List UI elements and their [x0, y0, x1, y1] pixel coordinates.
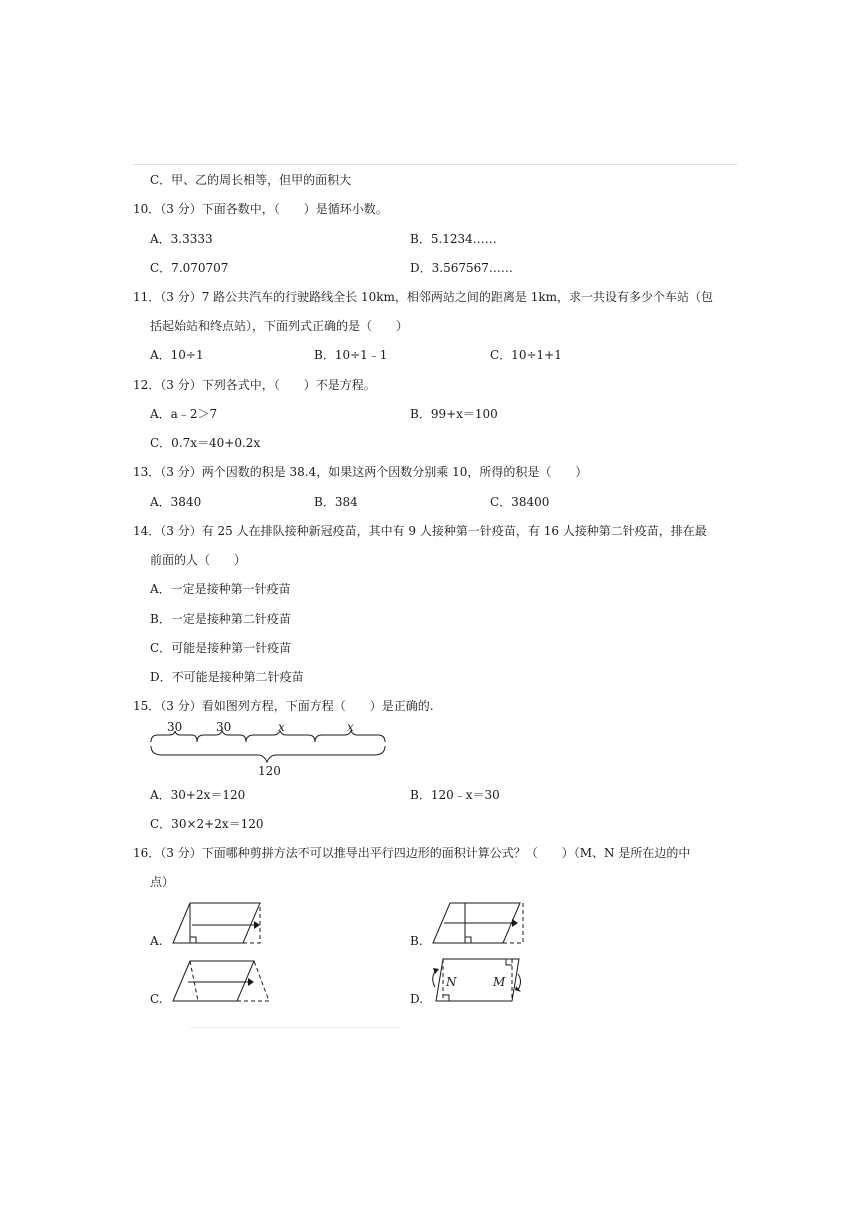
header-divider	[133, 164, 737, 165]
q16-label-b: B.	[410, 934, 423, 948]
q16-stem-line2: 点）	[150, 875, 175, 889]
q13-option-b: B．384	[314, 495, 358, 509]
q9-option-c: C．甲、乙的周长相等，但甲的面积大	[150, 173, 352, 187]
q10-option-b: B．5.1234……	[410, 232, 497, 246]
q16-figure-a	[170, 900, 270, 946]
q13-stem: 13．（3 分）两个因数的积是 38.4，如果这两个因数分别乘 10，所得的积是（ ）	[133, 465, 588, 479]
q10-option-d: D．3.567567……	[410, 261, 513, 275]
q10-option-a: A．3.3333	[150, 232, 213, 246]
q15-option-c: C．30×2+2x＝120	[150, 817, 264, 831]
footer-divider	[190, 1027, 400, 1028]
q11-option-a: A．10÷1	[150, 348, 204, 362]
q12-stem: 12．（3 分）下列各式中，（ ）不是方程。	[133, 378, 376, 392]
q11-option-b: B．10÷1﹣1	[314, 348, 388, 362]
q16-label-d: D.	[410, 992, 424, 1006]
q14-option-b: B．一定是接种第二针疫苗	[150, 612, 291, 626]
q16-figure-c	[170, 958, 275, 1004]
q16-figure-d	[426, 956, 526, 1004]
q16-point-m: M	[493, 975, 506, 989]
q16-label-a: A.	[150, 934, 163, 948]
q16-figure-b	[430, 900, 530, 946]
q15-option-b: B．120﹣x＝30	[410, 788, 500, 802]
q12-option-a: A．a﹣2＞7	[150, 407, 218, 421]
q13-option-a: A．3840	[150, 495, 202, 509]
q14-option-a: A．一定是接种第一针疫苗	[150, 582, 291, 596]
q11-stem-line1: 11．（3 分）7 路公共汽车的行驶路线全长 10km，相邻两站之间的距离是 1km，求一共设有多少个车站（包	[133, 290, 714, 304]
q16-point-n: N	[446, 975, 457, 989]
q11-option-c: C．10÷1+1	[490, 348, 562, 362]
q15-seg2-label: 30	[216, 720, 232, 734]
q14-option-d: D．不可能是接种第二针疫苗	[150, 670, 304, 684]
q12-option-c: C．0.7x＝40+0.2x	[150, 436, 261, 450]
q14-stem-line2: 前面的人（ ）	[150, 553, 247, 567]
q16-stem-line1: 16．（3 分）下面哪种剪拼方法不可以推导出平行四边形的面积计算公式？（ ）（M、N 是所在边的中	[133, 846, 691, 860]
q12-option-b: B．99+x＝100	[410, 407, 498, 421]
q13-option-c: C．38400	[490, 495, 550, 509]
q15-seg4-label: x	[347, 720, 354, 734]
q11-stem-line2: 括起始站和终点站），下面列式正确的是（ ）	[150, 319, 409, 333]
q15-stem: 15．（3 分）看如图列方程，下面方程（ ）是正确的.	[133, 699, 434, 713]
q14-stem-line1: 14．（3 分）有 25 人在排队接种新冠疫苗，其中有 9 人接种第一针疫苗，有 16 人接种第二针疫苗，排在最	[133, 524, 707, 538]
q15-seg3-label: x	[278, 720, 285, 734]
q10-option-c: C．7.070707	[150, 261, 229, 275]
q15-total-label: 120	[258, 764, 281, 778]
q10-stem: 10．（3 分）下面各数中，（ ）是循环小数。	[133, 202, 388, 216]
q15-seg1-label: 30	[167, 720, 183, 734]
q15-option-a: A．30+2x＝120	[150, 788, 246, 802]
q16-label-c: C.	[150, 992, 163, 1006]
q14-option-c: C．可能是接种第一针疫苗	[150, 641, 292, 655]
